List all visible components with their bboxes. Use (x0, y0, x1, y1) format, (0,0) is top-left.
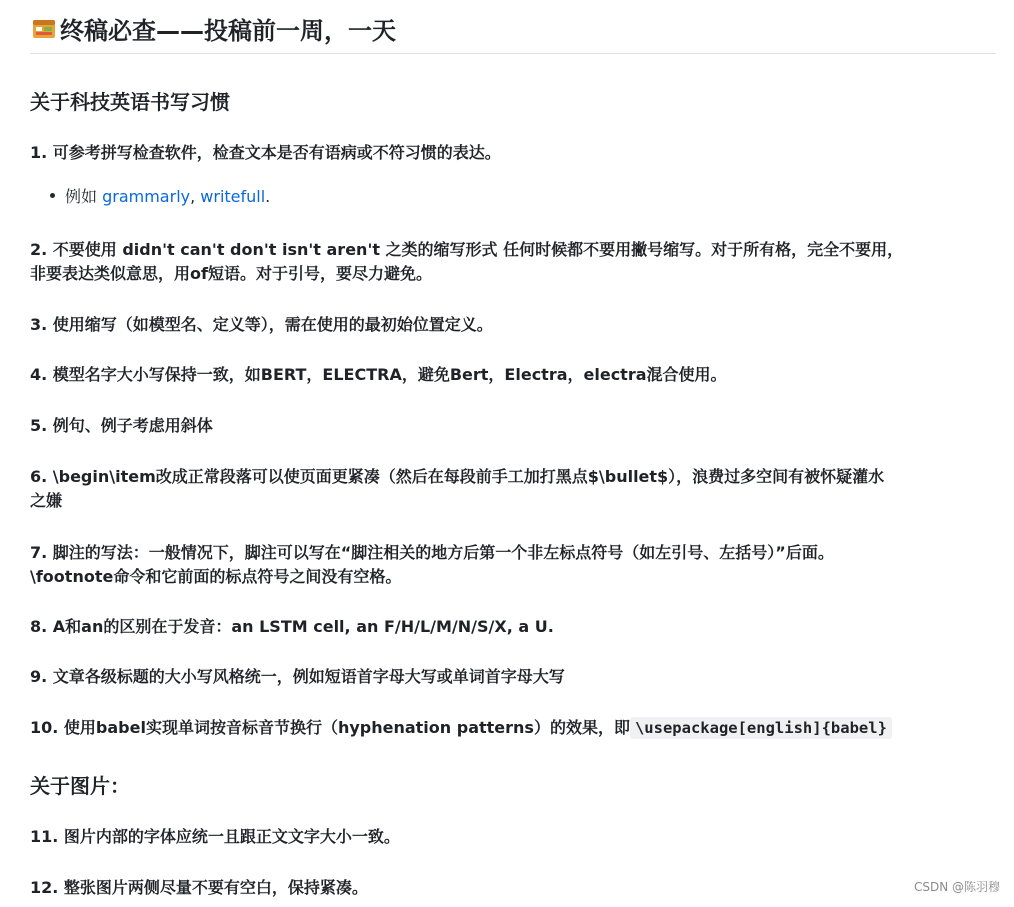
list-item-2-line-2: 非要表达类似意思，用of短语。对于引号，要尽力避免。 (30, 264, 432, 283)
writefull-link[interactable]: writefull (200, 187, 266, 206)
page-title (32, 10, 396, 46)
list-item-1: 1. 可参考拼写检查软件，检查文本是否有语病或不符习惯的表达。 (30, 143, 501, 162)
list-item-11: 11. 图片内部的字体应统一且跟正文文字大小一致。 (30, 827, 400, 846)
babel-code-snippet: \usepackage[english]{babel} (630, 717, 892, 739)
list-item-7-line-1: 7. 脚注的写法：一般情况下，脚注可以写在“脚注相关的地方后第一个非左标点符号（如左引号、左括号）”后面。 (30, 543, 834, 562)
list-item-10 (30, 716, 998, 740)
list-item-2-line-1: 2. 不要使用 didn't can't don't isn't aren't 之类的缩写形式 任何时候都不要用撇号缩写。对于所有格，完全不要用， (30, 240, 904, 259)
page-title-text: 终稿必查——投稿前一周，一天 (60, 16, 396, 45)
list-item-4: 4. 模型名字大小写保持一致，如BERT，ELECTRA，避免Bert，Electra，electra混合使用。 (30, 365, 727, 384)
csdn-watermark: CSDN @陈羽穆 (913, 880, 1000, 894)
section-heading-figures: 关于图片： (30, 774, 130, 798)
list-item-3: 3. 使用缩写（如模型名、定义等），需在使用的最初始位置定义。 (30, 315, 493, 334)
list-item-5: 5. 例句、例子考虑用斜体 (30, 416, 213, 435)
section-heading-writing-habits: 关于科技英语书写习惯 (30, 90, 230, 114)
bullet-dot-icon (50, 193, 55, 198)
list-item-8: 8. A和an的区别在于发音：an LSTM cell, an F/H/L/M/N/S/X, a U. (30, 617, 554, 636)
list-item-10-text: 10. 使用babel实现单词按音标音节换行（hyphenation patterns）的效果，即 (30, 718, 630, 737)
list-item-7 (30, 541, 998, 589)
bento-box-icon (32, 17, 56, 39)
list-item-6-line-1: 6. \begin\item改成正常段落可以使页面更紧凑（然后在每段前手工加打黑点$\bullet$），浪费过多空间有被怀疑灌水 (30, 467, 885, 486)
grammarly-link[interactable]: grammarly (102, 187, 191, 206)
list-item-2 (30, 238, 998, 286)
list-item-7-line-2: \footnote命令和它前面的标点符号之间没有空格。 (30, 567, 402, 586)
list-item-6-line-2: 之嫌 (30, 491, 63, 510)
list-item-9: 9. 文章各级标题的大小写风格统一，例如短语首字母大写或单词首字母大写 (30, 667, 565, 686)
title-divider (30, 53, 996, 54)
list-item-12: 12. 整张图片两侧尽量不要有空白，保持紧凑。 (30, 878, 368, 897)
list-item-1-bullet: 例如 grammarly, writefull. (50, 185, 270, 209)
list-item-6 (30, 465, 998, 513)
